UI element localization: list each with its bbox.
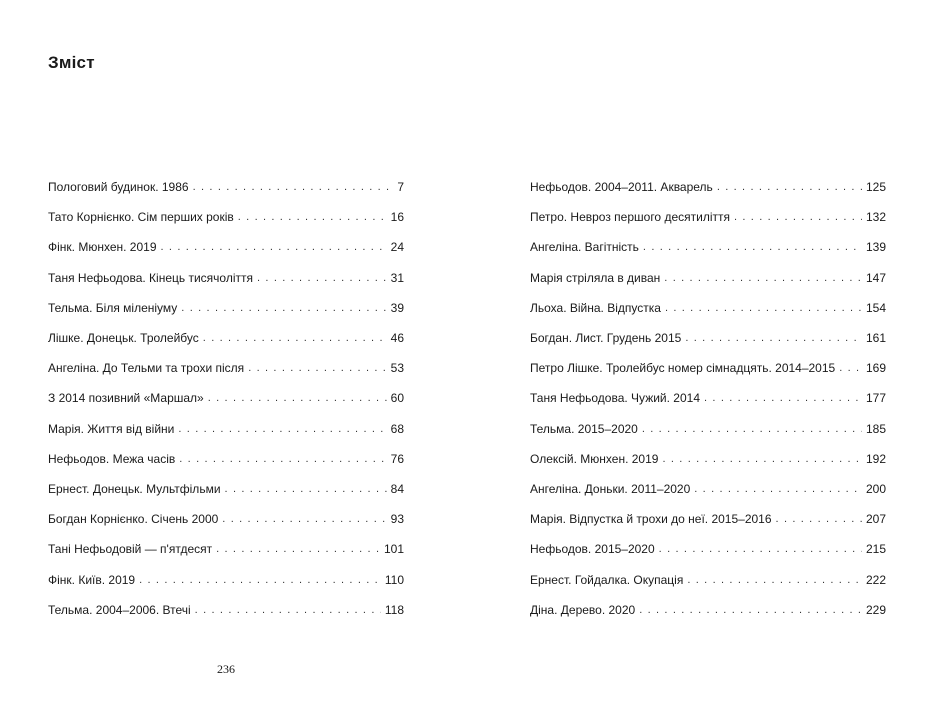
toc-entry-title: З 2014 позивний «Маршал» <box>48 391 204 406</box>
toc-entry[interactable] <box>530 202 886 232</box>
toc-entry[interactable] <box>48 444 404 474</box>
toc-entry-title: Тельма. 2004–2006. Втечі <box>48 602 191 617</box>
dot-leader <box>225 478 387 500</box>
dot-leader <box>179 448 386 470</box>
toc-entry[interactable] <box>530 323 886 353</box>
toc-entry[interactable] <box>48 172 404 202</box>
toc-entry-title: Тато Корнієнко. Сім перших років <box>48 210 234 225</box>
dot-leader <box>193 176 394 198</box>
toc-entry-page: 147 <box>865 270 886 285</box>
dot-leader <box>665 297 862 319</box>
dot-leader <box>216 538 380 560</box>
dot-leader <box>776 508 862 530</box>
dot-leader <box>717 176 862 198</box>
dot-leader <box>685 327 862 349</box>
toc-entry[interactable] <box>530 263 886 293</box>
toc-entry[interactable] <box>48 353 404 383</box>
toc-entry[interactable] <box>48 474 404 504</box>
toc-entry-title: Ернест. Гойдалка. Окупація <box>530 572 684 587</box>
toc-entry-page: 46 <box>390 331 404 346</box>
toc-entry-page: 177 <box>865 391 886 406</box>
dot-leader <box>178 418 386 440</box>
toc-entry-title: Петро. Невроз першого десятиліття <box>530 210 730 225</box>
toc-entry-title: Богдан Корнієнко. Січень 2000 <box>48 512 219 527</box>
toc-entry-title: Ернест. Донецьк. Мультфільми <box>48 481 221 496</box>
toc-entry-title: Олексій. Мюнхен. 2019 <box>530 451 659 466</box>
toc-entry-page: 192 <box>865 451 886 466</box>
toc-column-right <box>530 172 886 625</box>
toc-entry-page: 53 <box>390 361 404 376</box>
toc-entry-page: 200 <box>865 481 886 496</box>
toc-entry[interactable] <box>48 202 404 232</box>
toc-entry-page: 76 <box>390 451 404 466</box>
toc-entry[interactable] <box>530 534 886 564</box>
toc-entry-page: 68 <box>390 421 404 436</box>
dot-leader <box>208 387 387 409</box>
toc-entry[interactable] <box>48 323 404 353</box>
toc-entry[interactable] <box>48 383 404 413</box>
toc-entry[interactable] <box>48 504 404 534</box>
toc-entry[interactable] <box>530 595 886 625</box>
toc-entry-title: Тельма. Біля міленіуму <box>48 300 178 315</box>
toc-entry[interactable] <box>530 564 886 594</box>
toc-entry-title: Нефьодов. 2015–2020 <box>530 542 655 557</box>
toc-entry[interactable] <box>530 414 886 444</box>
dot-leader <box>248 357 386 379</box>
toc-entry[interactable] <box>48 564 404 594</box>
toc-entry-title: Ангеліна. Вагітність <box>530 240 639 255</box>
toc-entry-title: Петро Лішке. Тролейбус номер сімнадцять. 2014–2015 <box>530 361 836 376</box>
toc-entry-page: 16 <box>390 210 404 225</box>
toc-entry-title: Нефьодов. Межа часів <box>48 451 176 466</box>
toc-entry[interactable] <box>530 383 886 413</box>
toc-entry-page: 132 <box>865 210 886 225</box>
toc-entry[interactable] <box>530 232 886 262</box>
toc-entry[interactable] <box>530 504 886 534</box>
toc-entry-title: Лішке. Донецьк. Тролейбус <box>48 331 199 346</box>
dot-leader <box>643 236 862 258</box>
toc-entry-title: Ангеліна. До Тельми та трохи після <box>48 361 245 376</box>
toc-entry-title: Фінк. Мюнхен. 2019 <box>48 240 157 255</box>
toc-entry[interactable] <box>530 474 886 504</box>
toc-entry-title: Нефьодов. 2004–2011. Акварель <box>530 180 713 195</box>
toc-entry-title: Ангеліна. Доньки. 2011–2020 <box>530 481 691 496</box>
dot-leader <box>139 569 381 591</box>
toc-entry-title: Тельма. 2015–2020 <box>530 421 638 436</box>
dot-leader <box>642 418 862 440</box>
toc-column-left <box>48 172 404 625</box>
toc-entry-page: 215 <box>865 542 886 557</box>
dot-leader <box>659 538 862 560</box>
toc-entry[interactable] <box>48 293 404 323</box>
toc-entry[interactable] <box>48 595 404 625</box>
toc-entry[interactable] <box>530 293 886 323</box>
toc-entry[interactable] <box>530 172 886 202</box>
page-number: 236 <box>217 662 235 676</box>
dot-leader <box>839 357 862 379</box>
toc-entry-title: Пологовий будинок. 1986 <box>48 180 189 195</box>
page-heading: Зміст <box>48 53 95 72</box>
toc-entry-page: 125 <box>865 180 886 195</box>
dot-leader <box>639 599 862 621</box>
dot-leader <box>694 478 862 500</box>
toc-entry-page: 7 <box>397 180 404 195</box>
toc-entry-page: 207 <box>865 512 886 527</box>
toc-entry-page: 60 <box>390 391 404 406</box>
toc-entry-page: 39 <box>390 300 404 315</box>
toc-entry-page: 31 <box>390 270 404 285</box>
toc-entry-page: 101 <box>383 542 404 557</box>
dot-leader <box>664 267 862 289</box>
toc-entry-title: Тані Нефьодовій — п'ятдесят <box>48 542 213 557</box>
dot-leader <box>203 327 387 349</box>
toc-entry-page: 118 <box>384 602 404 617</box>
toc-entry-page: 24 <box>390 240 404 255</box>
dot-leader <box>687 569 862 591</box>
toc-entry-page: 169 <box>865 361 886 376</box>
toc-entry-page: 139 <box>865 240 886 255</box>
toc-entry[interactable] <box>48 232 404 262</box>
toc-entry-page: 93 <box>390 512 404 527</box>
toc-entry[interactable] <box>530 444 886 474</box>
toc-entry-page: 161 <box>865 331 886 346</box>
toc-entry-title: Фінк. Київ. 2019 <box>48 572 136 587</box>
dot-leader <box>161 236 387 258</box>
toc-entry-title: Діна. Дерево. 2020 <box>530 602 636 617</box>
toc-entry[interactable] <box>48 263 404 293</box>
dot-leader <box>222 508 386 530</box>
toc-entry-page: 110 <box>384 572 404 587</box>
toc-entry-title: Таня Нефьодова. Кінець тисячоліття <box>48 270 253 285</box>
toc-entry-page: 185 <box>865 421 886 436</box>
toc-entry-title: Марія стріляла в диван <box>530 270 661 285</box>
toc-entry[interactable] <box>48 534 404 564</box>
toc-entry-page: 154 <box>865 300 886 315</box>
toc-entry-title: Марія. Життя від війни <box>48 421 175 436</box>
dot-leader <box>704 387 862 409</box>
toc-entry-title: Богдан. Лист. Грудень 2015 <box>530 331 682 346</box>
toc-entry-title: Таня Нефьодова. Чужий. 2014 <box>530 391 700 406</box>
dot-leader <box>195 599 381 621</box>
toc-entry[interactable] <box>530 353 886 383</box>
dot-leader <box>257 267 387 289</box>
dot-leader <box>734 206 862 228</box>
toc-entry-page: 229 <box>865 602 886 617</box>
dot-leader <box>662 448 862 470</box>
toc-entry[interactable] <box>48 414 404 444</box>
toc-entry-title: Льоха. Війна. Відпустка <box>530 300 661 315</box>
toc-entry-title: Марія. Відпустка й трохи до неї. 2015–2016 <box>530 512 772 527</box>
dot-leader <box>181 297 386 319</box>
toc-entry-page: 222 <box>865 572 886 587</box>
dot-leader <box>238 206 387 228</box>
toc-entry-page: 84 <box>390 481 404 496</box>
